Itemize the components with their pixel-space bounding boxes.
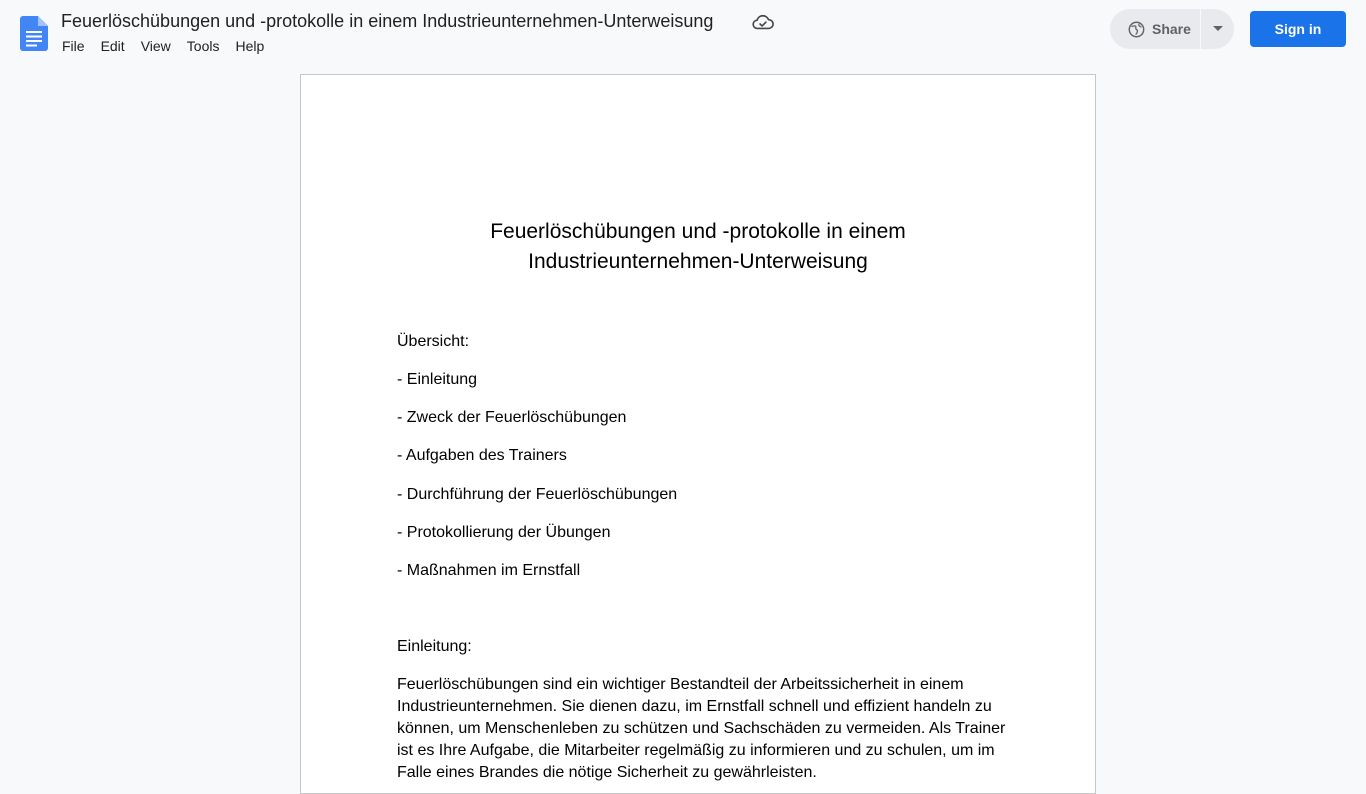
intro-heading: Einleitung: — [397, 638, 472, 655]
document-page[interactable] — [300, 74, 1096, 794]
menu-bar — [54, 36, 272, 56]
overview-item: - Durchführung der Feuerlöschübungen — [397, 486, 678, 503]
globe-icon — [1128, 21, 1145, 38]
caret-down-icon — [1213, 26, 1223, 32]
document-heading — [397, 217, 999, 277]
heading-line-1: Feuerlöschübungen und -protokolle in einem — [490, 220, 906, 243]
overview-item: - Protokollierung der Übungen — [397, 524, 611, 541]
document-title[interactable]: Feuerlöschübungen und -protokolle in einem Industrieunternehmen-Unterweisung — [61, 11, 714, 31]
intro-paragraph: Feuerlöschübungen sind ein wichtiger Bestandteil der Arbeitssicherheit in einem Industrieunternehmen. Sie dienen dazu, im Ernstfall schnell und effizient handeln zu können, um Menschenleben zu schützen und Sachschäden zu vermeiden. Als Trainer ist es Ihre Aufgabe, die Mitarbeiter regelmäßig zu informieren und zu schulen, um im Falle eines Brandes die nötige Sicherheit zu gewährleisten. — [397, 676, 1006, 781]
share-options-button[interactable] — [1201, 9, 1234, 49]
menu-tools[interactable]: Tools — [186, 38, 220, 54]
share-button-group — [1110, 9, 1234, 49]
share-label: Share — [1152, 21, 1191, 37]
menu-file[interactable]: File — [62, 38, 85, 54]
overview-item: - Aufgaben des Trainers — [397, 447, 567, 464]
share-button[interactable] — [1110, 9, 1200, 49]
cloud-saved-icon[interactable] — [752, 12, 774, 32]
overview-item: - Zweck der Feuerlöschübungen — [397, 409, 627, 426]
overview-item: - Einleitung — [397, 371, 478, 388]
menu-edit[interactable]: Edit — [100, 38, 125, 54]
overview-heading: Übersicht: — [397, 333, 470, 350]
top-bar — [0, 0, 1366, 62]
heading-line-2: Industrieunternehmen-Unterweisung — [528, 250, 868, 273]
menu-help[interactable]: Help — [235, 38, 265, 54]
menu-view[interactable]: View — [140, 38, 171, 54]
overview-item: - Maßnahmen im Ernstfall — [397, 562, 581, 579]
sign-in-button[interactable]: Sign in — [1250, 11, 1346, 47]
google-docs-icon[interactable] — [20, 16, 48, 51]
